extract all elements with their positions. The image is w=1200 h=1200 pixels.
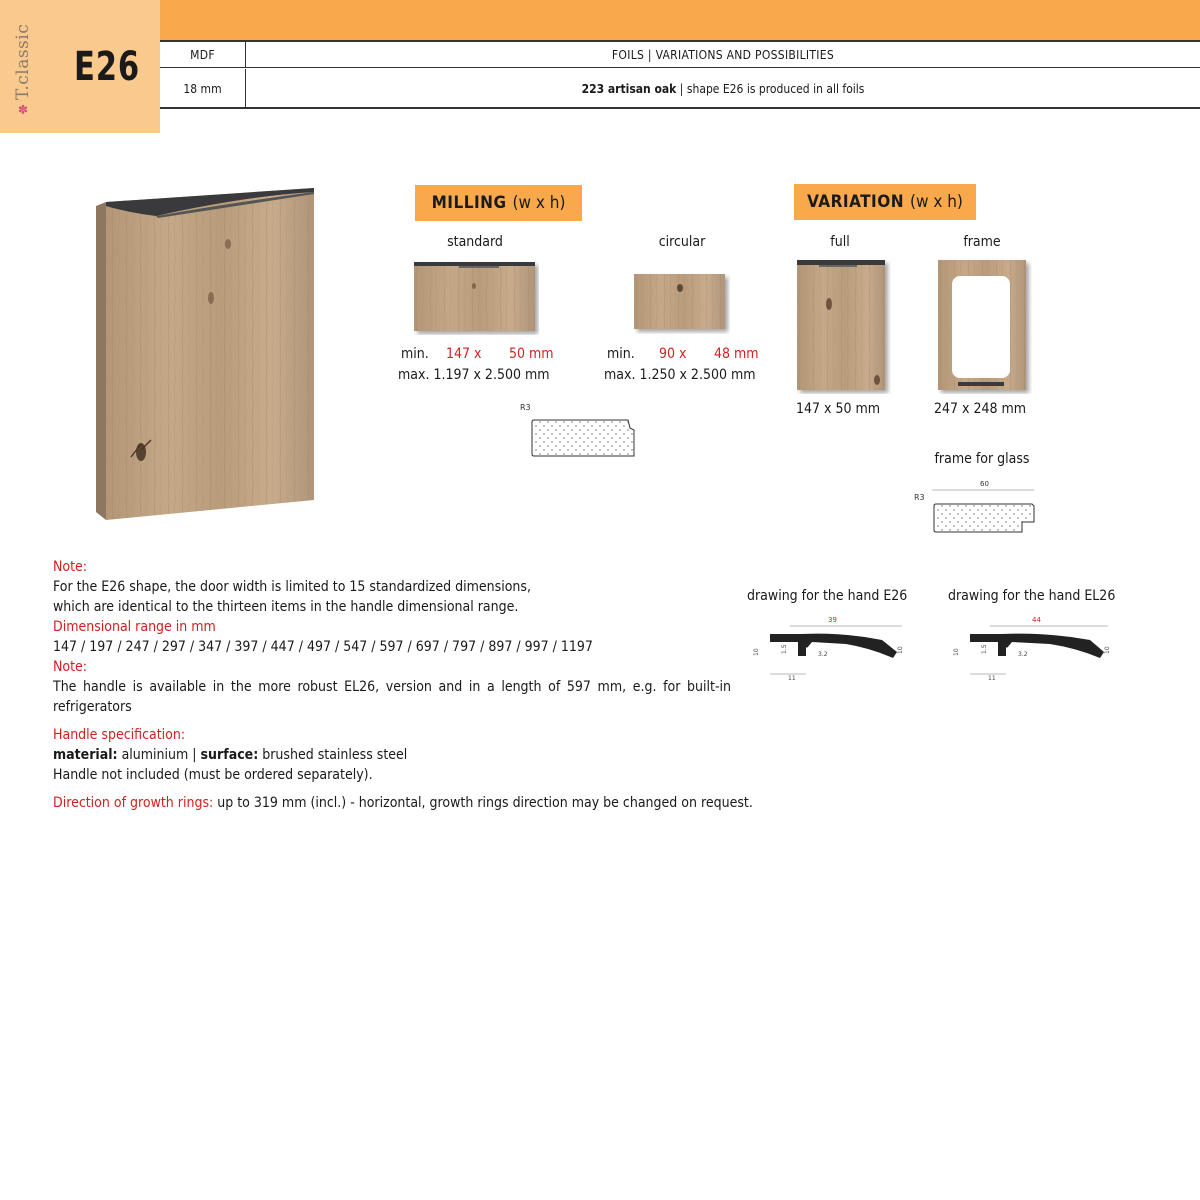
brand-name: T.classic	[13, 23, 33, 100]
glass-frame-radius: R3	[914, 493, 925, 502]
spec-material-value: aluminium |	[117, 747, 201, 763]
notes-section	[53, 557, 753, 813]
hand-el26-label: drawing for the hand EL26	[948, 588, 1116, 604]
hand-e26-d1: 3.2	[818, 651, 828, 658]
frame-label: frame	[963, 234, 1001, 250]
glass-frame-profile-drawing	[912, 476, 1040, 538]
hand-el26-h3: 10	[1104, 646, 1111, 654]
growth-rings-heading: Direction of growth rings:	[53, 795, 214, 811]
spec-surface-value: brushed stainless steel	[258, 747, 408, 763]
milling-title: MILLING	[431, 193, 507, 213]
growth-rings-line	[53, 793, 753, 813]
handle-spec-heading: Handle specification:	[53, 727, 186, 743]
dimensional-range-values: 147 / 197 / 247 / 297 / 347 / 397 / 447 / 497 / 547 / 597 / 697 / 797 / 897 / 997 / 1197	[53, 639, 593, 655]
foils-column-head: FOILS | VARIATIONS AND POSSIBILITIES	[611, 47, 835, 62]
variation-tag	[794, 184, 976, 220]
spec-material-label: material:	[53, 747, 118, 763]
circular-min-height: 48 mm	[714, 346, 759, 362]
milling-unit: (w x h)	[512, 193, 566, 213]
standard-min-width: 147 x	[446, 346, 482, 362]
standard-max: max. 1.197 x 2.500 mm	[398, 367, 550, 383]
hand-el26-drawing	[952, 612, 1120, 686]
brand-block	[0, 0, 160, 133]
standard-milling-sample	[414, 260, 539, 335]
product-code: E26	[74, 44, 141, 90]
frame-dims: 247 x 248 mm	[934, 401, 1027, 417]
standard-label: standard	[447, 234, 503, 250]
frame-for-glass-label: frame for glass	[934, 451, 1030, 467]
full-label: full	[830, 234, 850, 250]
handle-not-included: Handle not included (must be ordered separately).	[53, 767, 373, 783]
hand-e26-w: 11	[788, 675, 796, 682]
note2-heading: Note:	[53, 659, 88, 675]
foil-name: 223 artisan oak	[581, 82, 677, 96]
brand-logo	[8, 20, 38, 120]
circular-milling-sample	[634, 272, 730, 334]
foil-value	[246, 69, 1200, 109]
hand-e26-h1: 10	[753, 648, 760, 656]
hand-el26-w: 11	[988, 675, 996, 682]
variation-title: VARIATION	[807, 192, 904, 212]
dimensional-range-heading: Dimensional range in mm	[53, 619, 216, 635]
material-column-head: MDF	[160, 42, 246, 67]
note1-line1: For the E26 shape, the door width is limited to 15 standardized dimensions,	[53, 579, 531, 595]
brand-flower-icon: ✽	[16, 101, 30, 117]
thickness-value: 18 mm	[160, 69, 246, 109]
standard-min-label: min.	[401, 346, 429, 362]
frame-variation-sample	[938, 258, 1032, 394]
hand-e26-label: drawing for the hand E26	[747, 588, 908, 604]
circular-label: circular	[658, 234, 706, 250]
standard-min	[401, 346, 429, 362]
hand-el26-length: 44	[1032, 616, 1041, 624]
note1-heading: Note:	[53, 559, 88, 575]
value-row	[160, 69, 1200, 109]
milling-tag	[415, 185, 582, 221]
foil-note: | shape E26 is produced in all foils	[676, 82, 865, 96]
header-row	[160, 42, 1200, 68]
circular-max: max. 1.250 x 2.500 mm	[604, 367, 756, 383]
circular-min-width: 90 x	[659, 346, 687, 362]
full-dims: 147 x 50 mm	[796, 401, 881, 417]
standard-min-height: 50 mm	[509, 346, 554, 362]
hand-e26-length: 39	[828, 616, 837, 624]
spec-surface-label: surface:	[200, 747, 259, 763]
hand-e26-h3: 10	[897, 646, 904, 654]
full-variation-sample	[797, 258, 891, 394]
hand-e26-h2: 1.5	[781, 644, 788, 654]
note2-text: The handle is available in the more robust EL26, version and in a length of 597 mm, e.g. for built-in refrigerators	[53, 679, 731, 715]
note1-line2: which are identical to the thirteen items in the handle dimensional range.	[53, 599, 519, 615]
milling-profile-radius: R3	[520, 403, 531, 412]
spec-header-table	[160, 40, 1200, 109]
growth-rings-text: up to 319 mm (incl.) - horizontal, growth rings direction may be changed on request.	[213, 795, 753, 811]
hand-el26-d1: 3.2	[1018, 651, 1028, 658]
door-product-image	[96, 182, 316, 520]
hand-el26-h1: 10	[953, 648, 960, 656]
milling-profile-drawing	[518, 400, 638, 462]
glass-frame-width: 60	[980, 480, 989, 488]
hand-e26-drawing	[752, 612, 914, 686]
hand-el26-h2: 1.5	[981, 644, 988, 654]
circular-min-label: min.	[607, 346, 635, 362]
top-accent-bar	[160, 0, 1200, 40]
variation-unit: (w x h)	[910, 192, 963, 212]
handle-spec-line	[53, 745, 733, 765]
